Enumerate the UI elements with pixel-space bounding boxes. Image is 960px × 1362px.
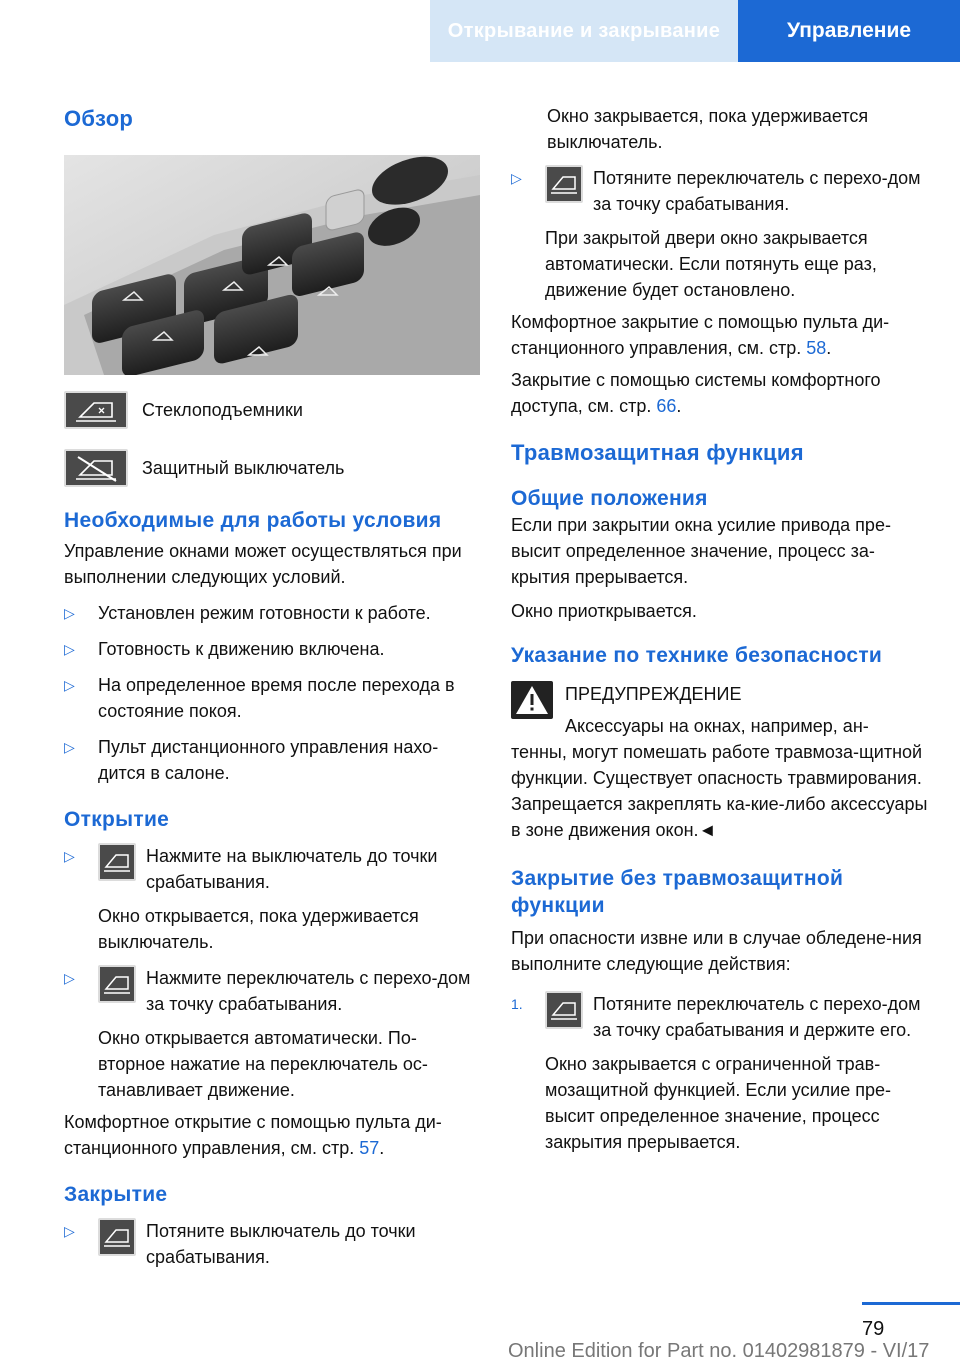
triangle-bullet-icon: ▷ <box>64 739 75 755</box>
page-link[interactable]: 57 <box>359 1138 380 1158</box>
comfort-closing-remote: Комфортное закрытие с помощью пульта ди-станционного управления, см. стр. 58. <box>511 312 890 358</box>
footer-edition: Online Edition for Part no. 01402981879 - VI/17 <box>508 1340 930 1362</box>
warning-triangle-icon <box>511 681 553 719</box>
opening-step-2: ▷ Нажмите переключатель с перехо-дом за точку срабатывания. Окно открывается автоматически. По-вторное нажатие на переключатель ос-танавливает движение. <box>64 965 484 1103</box>
overview-title: Обзор <box>64 106 134 131</box>
list-item: ▷ Готовность к движению включена. <box>64 636 484 662</box>
closing-step-1: ▷ Потяните выключатель до точки срабатывания. <box>64 1218 484 1270</box>
no-pinch-title: Закрытие без травмозащитной функции <box>511 867 844 917</box>
general-title: Общие положения <box>511 487 708 510</box>
window-lifter-icon <box>545 165 583 203</box>
general-text: Если при закрытии окна усилие привода пре-высит определенное значение, процесс за-крытия прерывается. <box>511 515 891 587</box>
legend-label: Защитный выключатель <box>142 457 345 478</box>
window-lifter-icon <box>64 391 128 429</box>
no-pinch-intro: При опасности извне или в случае обледене-ния выполните следующие действия: <box>511 928 922 974</box>
page-number: 79 <box>862 1318 885 1340</box>
triangle-bullet-icon: ▷ <box>511 170 522 186</box>
window-lifter-icon <box>98 965 136 1003</box>
window-switch-photo <box>64 155 480 375</box>
legend-window-lifter <box>64 391 484 429</box>
triangle-bullet-icon: ▷ <box>64 1223 75 1239</box>
triangle-bullet-icon: ▷ <box>64 605 75 621</box>
left-column <box>64 95 484 1270</box>
warning-block <box>511 681 931 739</box>
warning-text-first: Аксессуары на окнах, например, ан- <box>565 716 869 736</box>
safety-title: Указание по технике безопасности <box>511 644 883 667</box>
step-note: Окно открывается автоматически. По-вторное нажатие на переключатель ос-танавливает движение. <box>98 1028 428 1100</box>
window-lifter-icon <box>98 843 136 881</box>
footer-divider <box>862 1302 960 1305</box>
general-text-2: Окно приоткрывается. <box>511 601 697 621</box>
conditions-intro: Управление окнами может осуществляться при выполнении следующих условий. <box>64 541 462 587</box>
triangle-bullet-icon: ▷ <box>64 970 75 986</box>
window-lifter-icon <box>545 991 583 1029</box>
right-column <box>511 103 931 1155</box>
conditions-title: Необходимые для работы условия <box>64 509 442 532</box>
closing-step-2: ▷ Потяните переключатель с перехо-дом за точку срабатывания. При закрытой двери окно закрывается автоматически. Если потянуть еще раз, движение будет остановлено. <box>511 165 931 303</box>
no-pinch-step-1: 1. Потяните переключатель с перехо-дом за точку срабатывания и держите его. Окно закрывается с ограниченной трав-мозащитной функцией. Если усилие пре-высит определенное значение, процесс закрытия прерывается. <box>511 991 931 1155</box>
step-number: 1. <box>511 996 523 1012</box>
list-item: ▷ Пульт дистанционного управления нахо-дится в салоне. <box>64 734 484 786</box>
safety-switch-icon <box>64 449 128 487</box>
step-note: Окно закрывается с ограниченной трав-мозащитной функцией. Если усилие пре-высит определенное значение, процесс закрытия прерывается. <box>545 1054 891 1152</box>
warning-label: ПРЕДУПРЕЖДЕНИЕ <box>565 684 742 704</box>
chapter-tab[interactable]: Управление <box>738 0 960 62</box>
triangle-bullet-icon: ▷ <box>64 641 75 657</box>
list-item: ▷ Установлен режим готовности к работе. <box>64 600 484 626</box>
comfort-closing-access: Закрытие с помощью системы комфортного доступа, см. стр. 66. <box>511 370 881 416</box>
step-note: При закрытой двери окно закрывается автоматически. Если потянуть еще раз, движение будет остановлено. <box>545 228 877 300</box>
legend-safety-switch <box>64 449 484 487</box>
comfort-opening: Комфортное открытие с помощью пульта ди-станционного управления, см. стр. 57. <box>64 1112 442 1158</box>
step-note: Окно открывается, пока удерживается выключатель. <box>98 906 419 952</box>
pinch-title: Травмозащитная функция <box>511 440 804 465</box>
list-item: ▷ На определенное время после перехода в состояние покоя. <box>64 672 484 724</box>
opening-title: Открытие <box>64 808 170 831</box>
opening-step-1: ▷ Нажмите на выключатель до точки срабатывания. Окно открывается, пока удерживается выключатель. <box>64 843 484 955</box>
triangle-bullet-icon: ▷ <box>64 848 75 864</box>
page-link[interactable]: 58 <box>806 338 827 358</box>
window-lifter-icon <box>98 1218 136 1256</box>
triangle-bullet-icon: ▷ <box>64 677 75 693</box>
section-title: Открывание и закрывание <box>430 0 738 62</box>
closing-title: Закрытие <box>64 1183 168 1206</box>
warning-text: тенны, могут помешать работе травмоза-щитной функции. Существует опасность травмирования. Запрещается закреплять ка-кие-либо аксессуары в зоне движения окон.◄ <box>511 742 928 840</box>
close-note: Окно закрывается, пока удерживается выключатель. <box>547 106 869 152</box>
page-link[interactable]: 66 <box>656 396 677 416</box>
legend-label: Стеклоподъемники <box>142 399 303 420</box>
